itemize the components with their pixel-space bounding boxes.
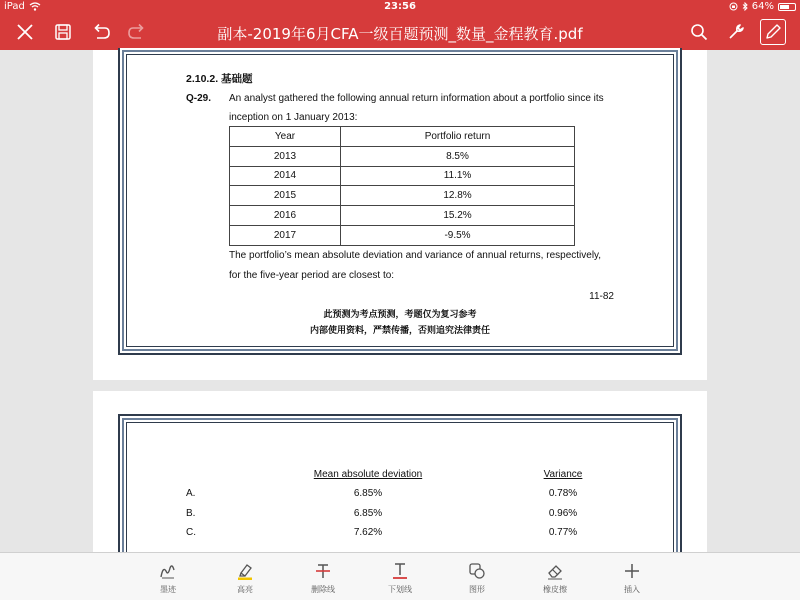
document-title: 副本-2019年6月CFA一级百题预测_数量_金程教育.pdf: [217, 25, 583, 43]
device-name: iPad: [4, 1, 25, 12]
battery-icon: [778, 3, 796, 11]
question-text-line-4: for the five-year period are closest to:: [229, 270, 395, 281]
tool-eraser[interactable]: [525, 561, 585, 595]
table-cell-return: 8.5%: [341, 146, 575, 166]
tool-underline[interactable]: [370, 561, 430, 595]
clock: 23:56: [384, 1, 416, 12]
option-mad: 6.85%: [353, 508, 383, 519]
plus-icon: [623, 562, 641, 580]
option-letter: C.: [186, 527, 196, 538]
highlight-icon: [236, 562, 254, 580]
tool-label: 插入: [624, 585, 640, 594]
underline-icon: [391, 562, 409, 580]
tool-label: 图形: [469, 585, 485, 594]
battery-percent: 64%: [751, 1, 774, 12]
table-cell-year: 2016: [230, 206, 341, 226]
table-cell-year: 2017: [230, 225, 341, 245]
edit-button[interactable]: [760, 19, 786, 45]
bluetooth-icon: [742, 2, 748, 11]
table-cell-return: 11.1%: [341, 166, 575, 186]
page-number: 11-82: [589, 291, 614, 302]
tool-label: 墨迹: [160, 585, 176, 594]
tool-insert[interactable]: [602, 561, 662, 595]
app-toolbar: [0, 14, 800, 50]
status-right: [729, 1, 796, 12]
wrench-icon: [727, 23, 745, 41]
question-text-line-3: The portfolio’s mean absolute deviation and variance of annual returns, respectively,: [229, 250, 602, 261]
table-cell-year: 2015: [230, 186, 341, 206]
option-letter: A.: [186, 488, 196, 499]
annotation-toolbar: [0, 552, 800, 600]
table-row: [230, 146, 575, 166]
pdf-page-1: [93, 50, 707, 380]
tool-highlight[interactable]: [215, 561, 275, 595]
question-number: Q-29.: [186, 93, 212, 104]
orientation-lock-icon: [729, 2, 738, 11]
search-icon: [690, 23, 708, 41]
tool-label: 橡皮擦: [543, 585, 567, 594]
search-button[interactable]: [686, 19, 712, 45]
table-row: [230, 166, 575, 186]
pdf-page-2: [93, 391, 707, 561]
column-header-variance: Variance: [543, 469, 583, 480]
option-mad: 6.85%: [353, 488, 383, 499]
table-header-year: Year: [230, 127, 341, 147]
tool-ink[interactable]: [138, 561, 198, 595]
table-header-row: [230, 127, 575, 147]
ink-icon: [159, 562, 177, 580]
table-cell-year: 2014: [230, 166, 341, 186]
edit-icon: [764, 23, 782, 41]
column-header-mad: Mean absolute deviation: [313, 469, 423, 480]
table-header-return: Portfolio return: [341, 127, 575, 147]
question-text-line-1: An analyst gathered the following annual return information about a portfolio since its: [229, 93, 604, 104]
option-variance: 0.78%: [548, 488, 578, 499]
question-text-line-2: inception on 1 January 2013:: [229, 112, 358, 123]
section-title: 2.10.2. 基础题: [186, 73, 253, 85]
tool-label: 高亮: [237, 585, 253, 594]
table-cell-year: 2013: [230, 146, 341, 166]
battery-fill: [780, 5, 789, 9]
option-mad: 7.62%: [353, 527, 383, 538]
tool-label: 删除线: [311, 585, 335, 594]
option-letter: B.: [186, 508, 196, 519]
disclaimer-line-1: 此预测为考点预测，考题仅为复习参考: [323, 310, 477, 320]
table-cell-return: -9.5%: [341, 225, 575, 245]
option-variance: 0.77%: [548, 527, 578, 538]
status-bar: [0, 0, 800, 14]
tool-label: 下划线: [388, 585, 412, 594]
tool-shape[interactable]: [447, 561, 507, 595]
returns-table: [229, 126, 575, 246]
table-row: [230, 225, 575, 245]
table-row: [230, 186, 575, 206]
table-row: [230, 206, 575, 226]
table-cell-return: 15.2%: [341, 206, 575, 226]
tool-strikethrough[interactable]: [293, 561, 353, 595]
disclaimer-line-2: 内部使用资料，严禁传播，否则追究法律责任: [309, 326, 490, 336]
eraser-icon: [546, 562, 564, 580]
tools-button[interactable]: [723, 19, 749, 45]
shape-icon: [468, 562, 486, 580]
strikethrough-icon: [314, 562, 332, 580]
table-cell-return: 12.8%: [341, 186, 575, 206]
option-variance: 0.96%: [548, 508, 578, 519]
